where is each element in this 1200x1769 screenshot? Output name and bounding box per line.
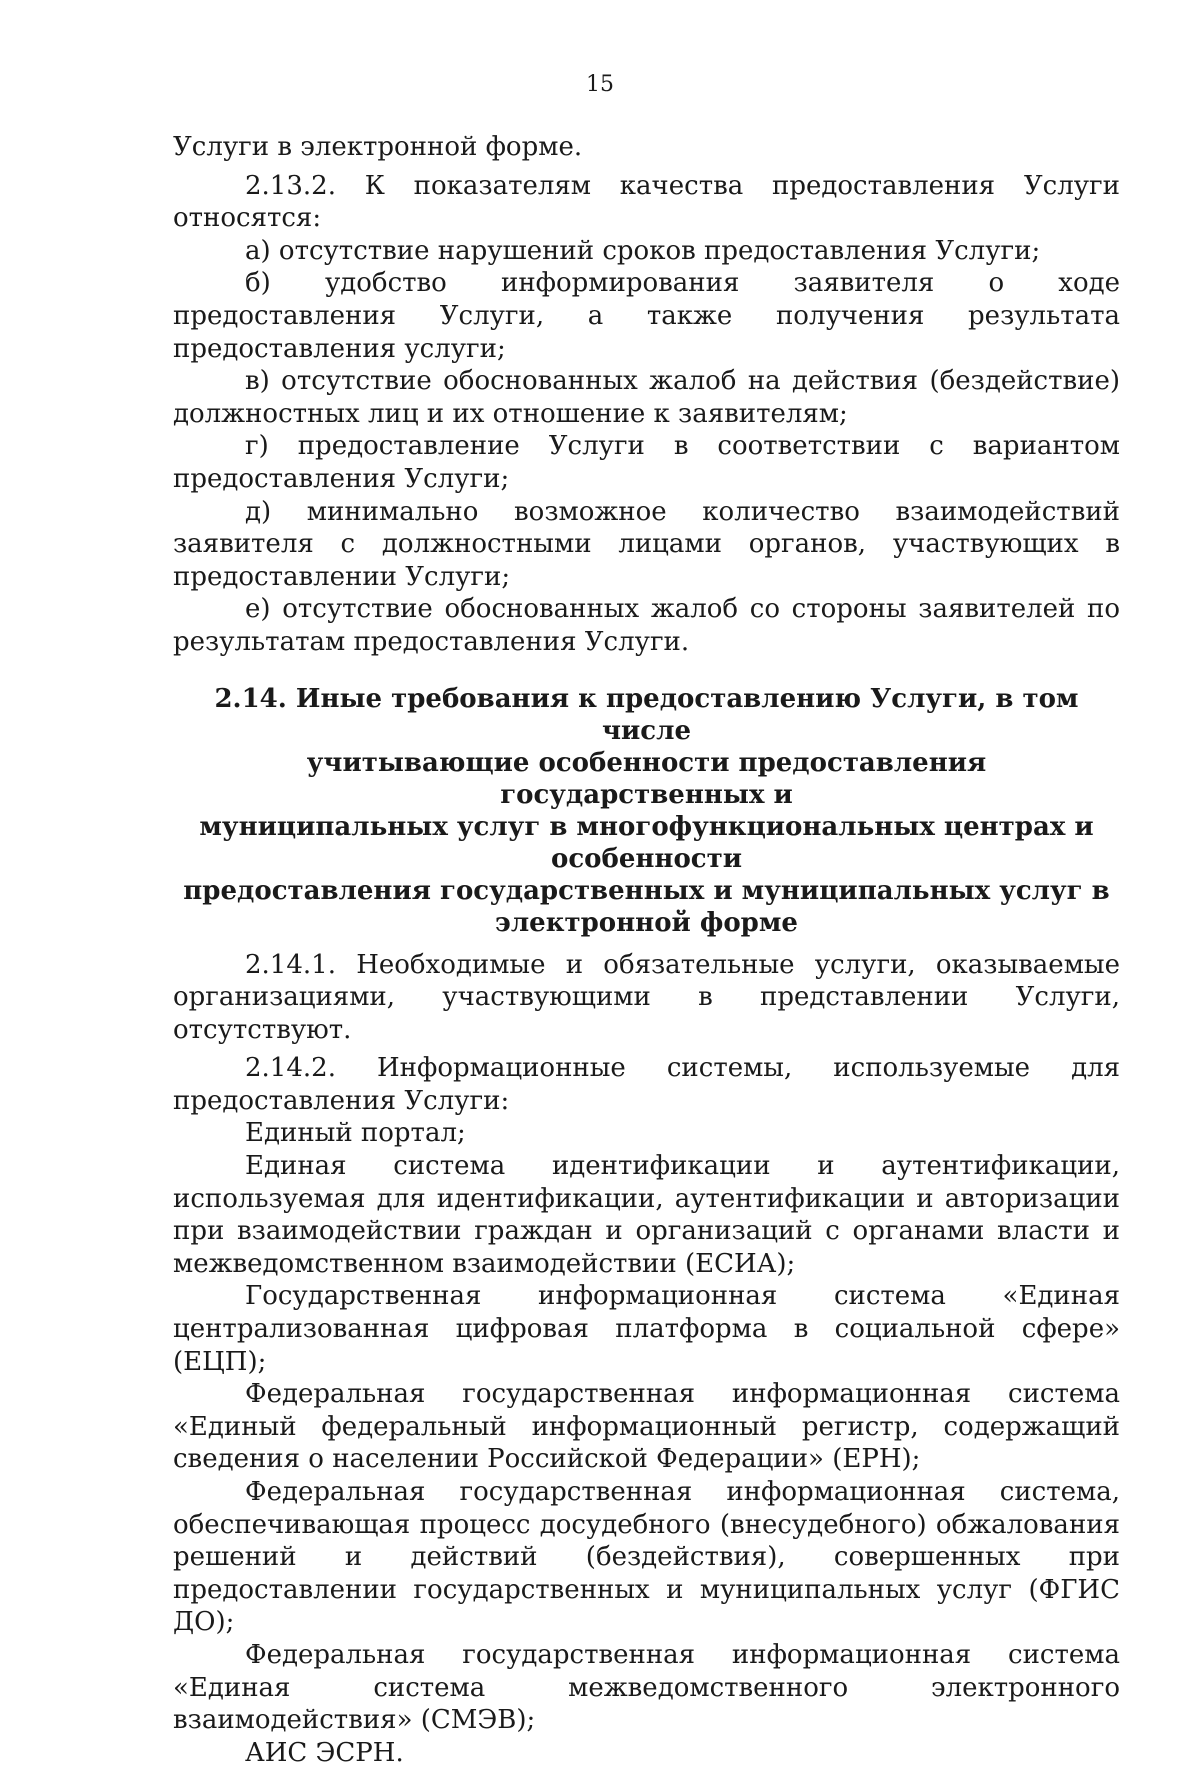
list-item: Федеральная государственная информационная система «Единая система межведомственного электронного взаимодействия» (СМЭВ); <box>173 1639 1120 1736</box>
paragraph: 2.14.2. Информационные системы, используемые для предоставления Услуги: <box>173 1053 1120 1116</box>
list-item: г) предоставление Услуги в соответствии с вариантом предоставления Услуги; <box>173 431 1120 494</box>
section-heading <box>173 683 1120 939</box>
list-item: а) отсутствие нарушений сроков предоставления Услуги; <box>245 235 1041 266</box>
list-item: е) отсутствие обоснованных жалоб со стороны заявителей по результатам предоставления Услуги. <box>173 594 1120 657</box>
heading-line: муниципальных услуг в многофункциональных центрах и особенности <box>199 811 1094 874</box>
heading-line: предоставления государственных и муниципальных услуг в <box>183 875 1110 906</box>
list-item: в) отсутствие обоснованных жалоб на действия (бездействие) должностных лиц и их отношение к заявителям; <box>173 366 1120 429</box>
page-content <box>173 131 1120 1769</box>
heading-line: электронной форме <box>495 907 798 938</box>
list-item: б) удобство информирования заявителя о ходе предоставления Услуги, а также получения результата предоставления услуги; <box>173 268 1120 364</box>
list-item: Единая система идентификации и аутентификации, используемая для идентификации, аутентификации и авторизации при взаимодействии граждан и организаций с органами власти и межведомственном взаимодействии (ЕСИА); <box>173 1151 1120 1279</box>
list-item: Государственная информационная система «Единая централизованная цифровая платформа в социальной сфере» (ЕЦП); <box>173 1281 1120 1377</box>
paragraph: Услуги в электронной форме. <box>173 132 583 162</box>
list-item: Федеральная государственная информационная система, обеспечивающая процесс досудебного (внесудебного) обжалования решений и действий (бездействия), совершенных при предоставлении государственных и муниципальных услуг (ФГИС ДО); <box>173 1477 1120 1638</box>
heading-line: учитывающие особенности предоставления государственных и <box>306 747 987 810</box>
paragraph: 2.13.2. К показателям качества предоставления Услуги относятся: <box>173 170 1120 234</box>
list-item: АИС ЭСРН. <box>245 1737 404 1768</box>
page-number: 15 <box>586 72 614 97</box>
paragraph: 2.14.1. Необходимые и обязательные услуги, оказываемые организациями, участвующими в представлении Услуги, отсутствуют. <box>173 949 1120 1045</box>
list-item: Единый портал; <box>245 1118 466 1149</box>
list-item: д) минимально возможное количество взаимодействий заявителя с должностными лицами органов, участвующих в предоставлении Услуги; <box>173 496 1120 592</box>
heading-line: 2.14. Иные требования к предоставлению Услуги, в том числе <box>214 683 1079 746</box>
list-item: Федеральная государственная информационная система «Единый федеральный информационный регистр, содержащий сведения о населении Российской Федерации» (ЕРН); <box>173 1379 1120 1475</box>
